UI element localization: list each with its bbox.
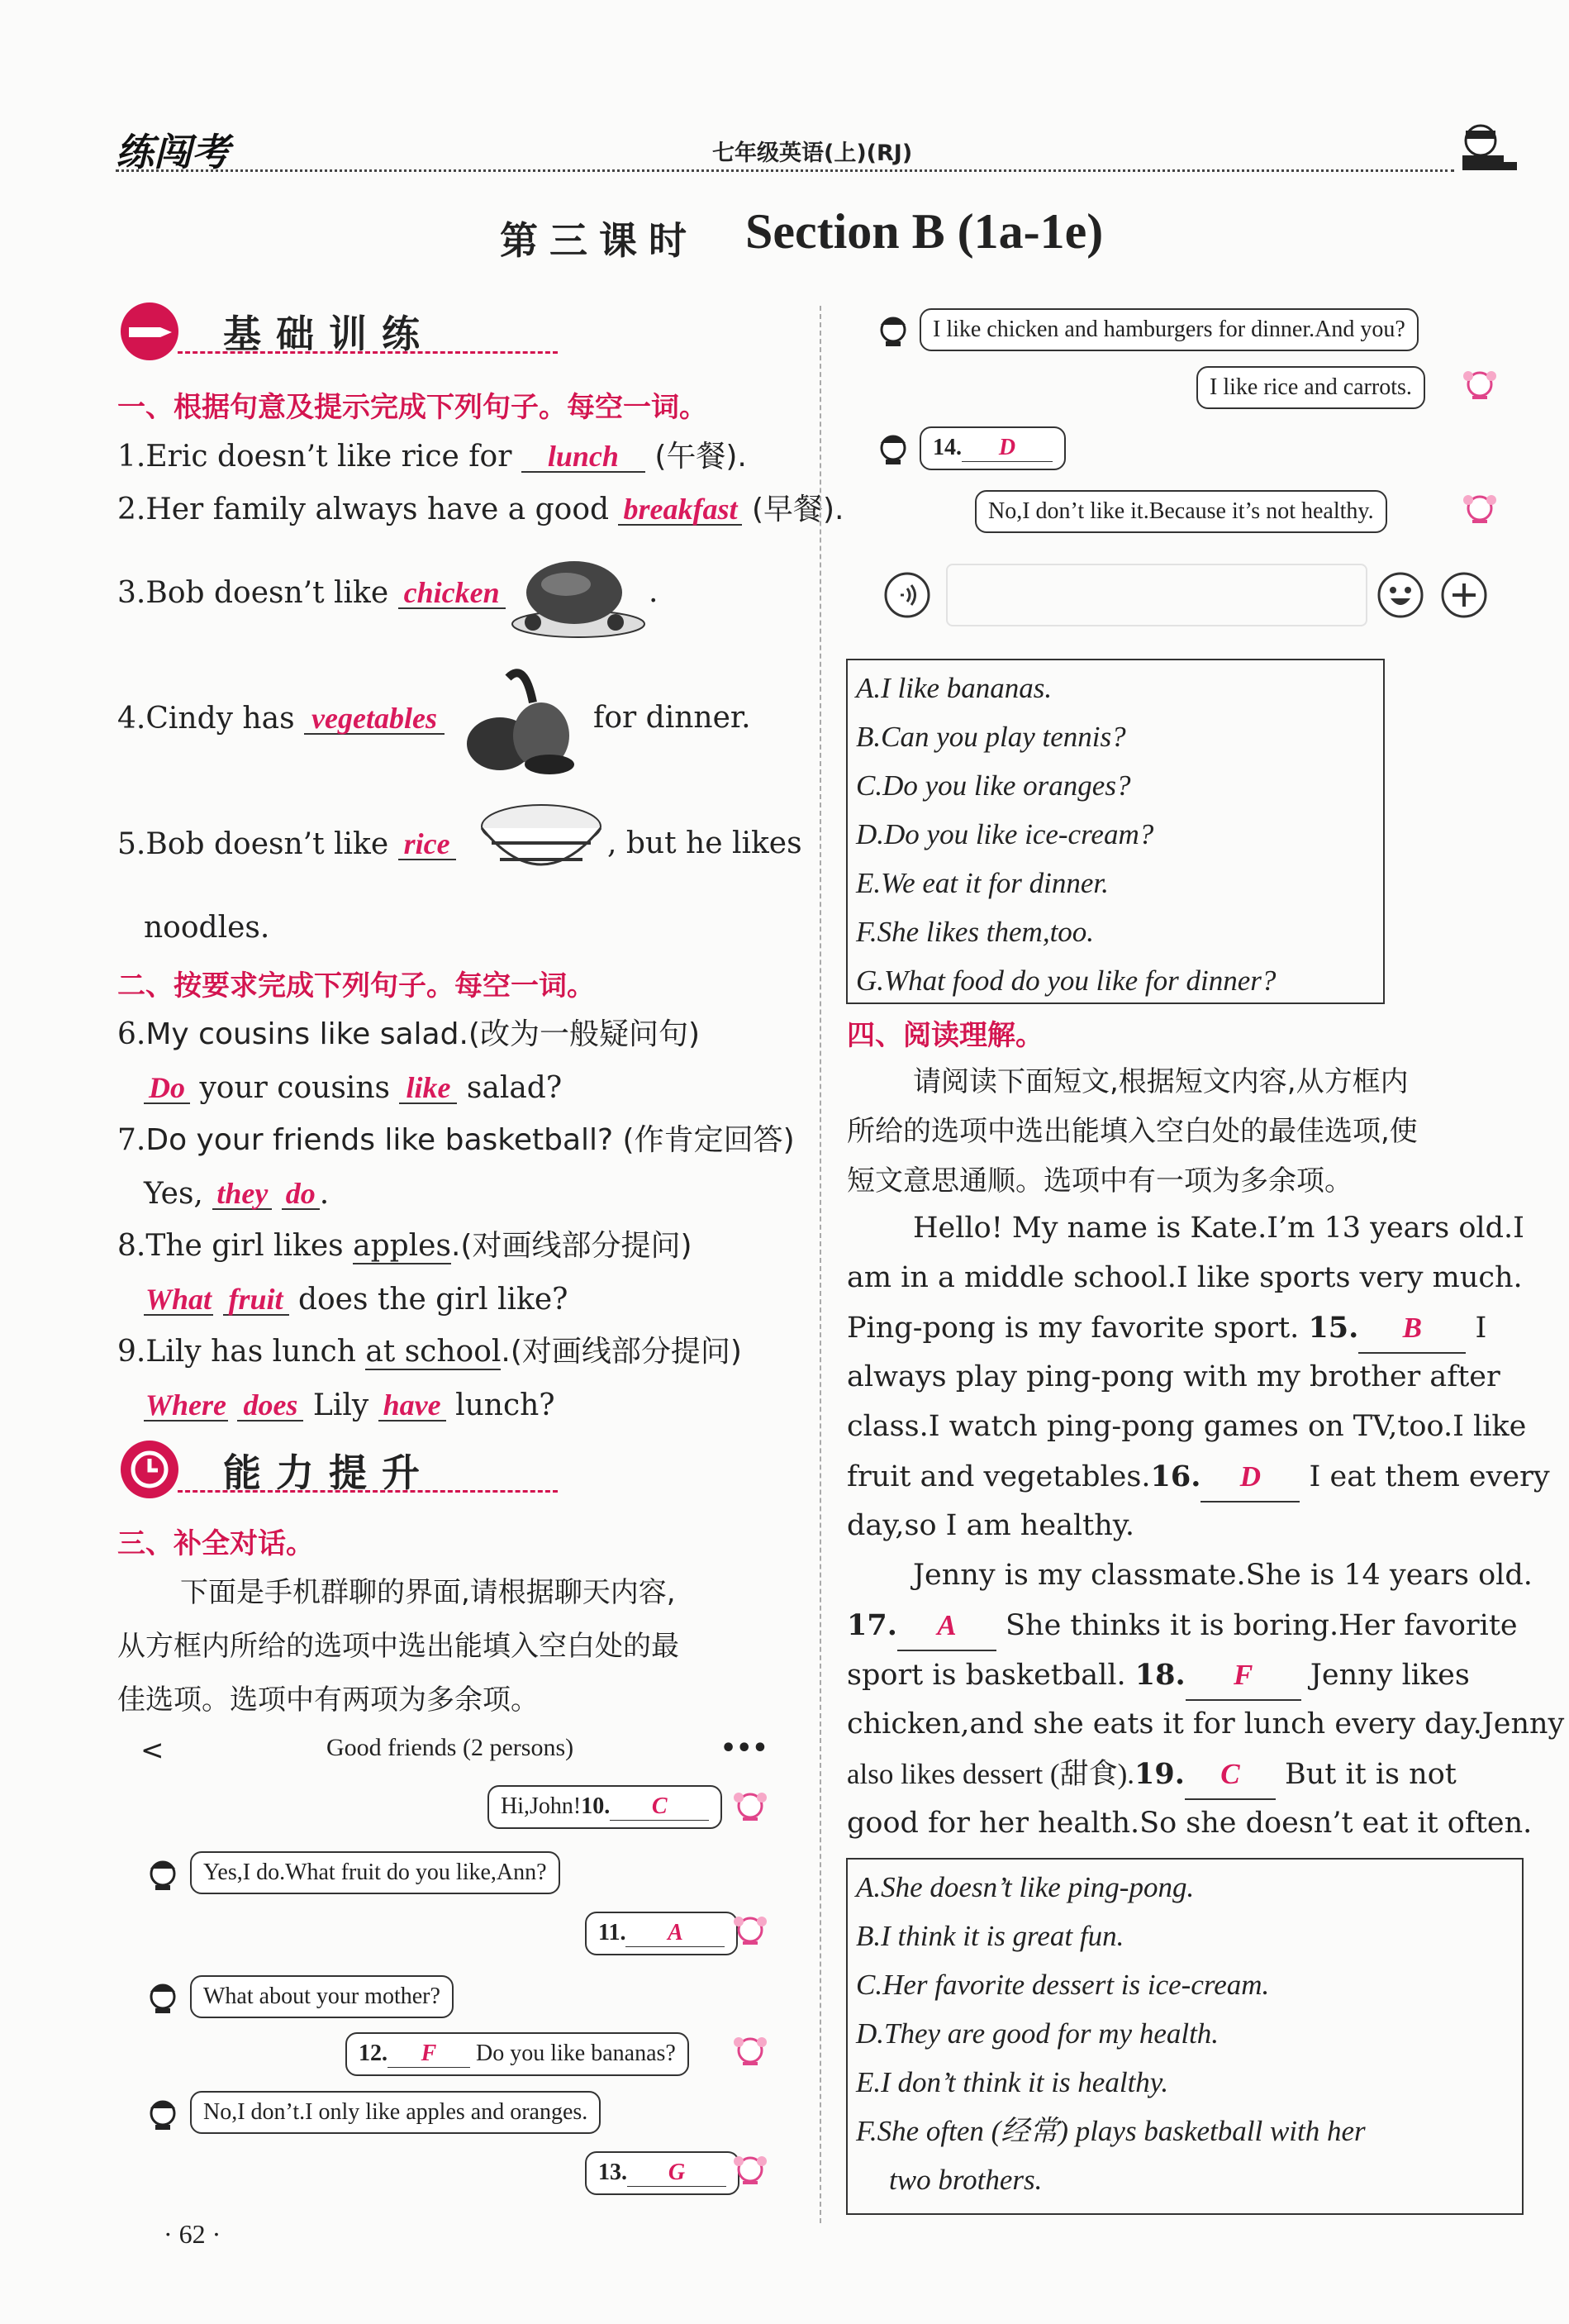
option-2c: C.Her favorite dessert is ice-cream. (856, 1969, 1270, 2001)
reading-line-6: fruit and vegetables.16. D I eat them every (847, 1452, 1550, 1503)
girl-avatar-icon (731, 2151, 769, 2189)
answer-13[interactable]: G (627, 2160, 726, 2187)
answer-1[interactable]: lunch (521, 441, 645, 473)
option-1d: D.Do you like ice-cream? (856, 818, 1154, 850)
option-1b: B.Can you play tennis? (856, 721, 1126, 753)
clock-glyph (129, 1449, 170, 1490)
answer-6b[interactable]: like (399, 1073, 457, 1104)
answer-7a[interactable]: they (212, 1179, 272, 1210)
part4-title: 四、阅读理解。 (847, 1019, 1044, 1052)
boy-avatar-icon (144, 1977, 182, 2015)
reading-line-9: 17. A She thinks it is boring.Her favorite (847, 1601, 1518, 1651)
rice-bowl-image (475, 793, 607, 893)
question-5-end: , but he likes (607, 826, 802, 860)
answer-8b[interactable]: fruit (223, 1284, 289, 1316)
option-1e: E.We eat it for dinner. (856, 867, 1109, 899)
girl-avatar-icon (1461, 366, 1499, 404)
chat-bubble-13: 13. G (585, 2151, 739, 2195)
part3-desc-2: 从方框内所给的选项中选出能填入空白处的最 (117, 1630, 679, 1663)
boy-avatar-icon (874, 428, 912, 466)
answer-5[interactable]: rice (398, 829, 456, 860)
answer-8a[interactable]: What (145, 1283, 212, 1316)
chat-bubble-john-3: No,I don’t.I only like apples and oranges. (190, 2091, 601, 2134)
reading-line-3: Ping-pong is my favorite sport. 15. B I (847, 1303, 1486, 1354)
chat-title: Good friends (2 persons) (326, 1734, 574, 1761)
answer-3[interactable]: chicken (398, 578, 506, 609)
chat-bubble-10: Hi,John!10. C (487, 1785, 722, 1829)
option-2f-cont: two brothers. (889, 2164, 1043, 2196)
girl-avatar-icon (731, 2032, 769, 2070)
part2-instruction: 二、按要求完成下列句子。每空一词。 (117, 969, 595, 1002)
question-7: 7.Do your friends like basketball? (作肯定回答) (117, 1123, 795, 1157)
answer-9b[interactable]: does (237, 1390, 303, 1422)
reading-line-8: Jenny is my classmate.She is 14 years old. (913, 1559, 1533, 1592)
question-9-answer-line: Where does Lily have lunch? (145, 1388, 555, 1422)
part4-desc-1: 请阅读下面短文,根据短文内容,从方框内 (913, 1065, 1409, 1098)
header-rule (116, 169, 1454, 172)
section-basic-underline (178, 351, 558, 354)
answer-2[interactable]: breakfast (618, 494, 742, 526)
part4-desc-3: 短文意思通顺。选项中有一项为多余项。 (847, 1164, 1353, 1198)
option-2b: B.I think it is great fun. (856, 1920, 1124, 1952)
question-5: 5.Bob doesn’t like rice (117, 829, 456, 860)
part3-instruction: 三、补全对话。 (117, 1527, 314, 1560)
question-3: 3.Bob doesn’t like chicken (117, 578, 506, 609)
question-8-answer-line: What fruit does the girl like? (145, 1283, 568, 1317)
girl-avatar-icon (731, 1912, 769, 1950)
answer-15[interactable]: B (1358, 1303, 1466, 1354)
question-6: 6.My cousins like salad.(改为一般疑问句) (117, 1017, 701, 1051)
pencil-glyph (127, 321, 174, 344)
reading-line-4: always play ping-pong with my brother after (847, 1360, 1500, 1393)
plus-icon[interactable] (1439, 570, 1489, 620)
question-2: 2.Her family always have a good breakfast (早餐). (117, 493, 844, 526)
question-9: 9.Lily has lunch at school.(对画线部分提问) (117, 1335, 742, 1369)
answer-11[interactable]: A (625, 1920, 725, 1947)
chat-bubble-john-4: I like chicken and hamburgers for dinner.And you? (920, 308, 1419, 351)
reading-line-10: sport is basketball. 18. F Jenny likes (847, 1650, 1470, 1701)
chat-bubble-john-1: Yes,I do.What fruit do you like,Ann? (190, 1851, 560, 1894)
answer-12[interactable]: F (387, 2041, 470, 2068)
chat-menu-button[interactable]: ••• (720, 1734, 768, 1763)
roast-chicken-image (508, 541, 649, 641)
option-2a: A.She doesn’t like ping-pong. (856, 1871, 1195, 1903)
boy-avatar-icon (144, 2093, 182, 2131)
options-box-2 (846, 1858, 1524, 2215)
boy-avatar-icon (144, 1854, 182, 1892)
question-4-end: for dinner. (593, 701, 751, 735)
question-5-cont: noodles. (144, 911, 270, 945)
reading-line-7: day,so I am healthy. (847, 1509, 1134, 1542)
question-8: 8.The girl likes apples.(对画线部分提问) (117, 1229, 692, 1263)
section-ability-underline (178, 1490, 558, 1493)
option-1f: F.She likes them,too. (856, 916, 1095, 948)
chat-bubble-john-2: What about your mother? (190, 1975, 454, 2018)
voice-icon[interactable] (882, 570, 932, 620)
reading-line-12: also likes dessert (甜食).19. C But it is not (847, 1750, 1457, 1800)
options-box-1 (846, 659, 1385, 1004)
part3-desc-3: 佳选项。选项中有两项为多余项。 (117, 1683, 539, 1717)
book-title: 七年级英语(上)(RJ) (712, 140, 913, 166)
answer-9a[interactable]: Where (145, 1388, 226, 1422)
girl-avatar-icon (731, 1788, 769, 1826)
option-2f: F.She often (经常) plays basketball with her (856, 2115, 1366, 2147)
option-1c: C.Do you like oranges? (856, 769, 1131, 802)
option-2d: D.They are good for my health. (856, 2017, 1220, 2050)
option-2e: E.I don’t think it is healthy. (856, 2066, 1169, 2098)
reading-line-2: am in a middle school.I like sports very much. (847, 1261, 1523, 1294)
answer-10[interactable]: C (610, 1793, 709, 1821)
part3-desc-1: 下面是手机群聊的界面,请根据聊天内容, (180, 1576, 676, 1609)
section-basic-title: 基础训练 (223, 312, 435, 356)
question-7-answer-line: Yes, they do . (144, 1177, 330, 1211)
question-4: 4.Cindy has vegetables (117, 703, 445, 735)
chat-bubble-12: 12. F Do you like bananas? (345, 2032, 689, 2076)
chat-back-button[interactable]: < (140, 1734, 164, 1767)
column-divider (820, 306, 821, 2223)
answer-18[interactable]: F (1186, 1650, 1301, 1701)
answer-7b[interactable]: do (282, 1179, 320, 1210)
chat-bubble-ann-1: I like rice and carrots. (1196, 366, 1425, 409)
answer-6a[interactable]: Do (144, 1073, 190, 1104)
answer-17[interactable]: A (897, 1601, 996, 1651)
reading-line-1: Hello! My name is Kate.I’m 13 years old.I (913, 1212, 1524, 1245)
option-1a: A.I like bananas. (856, 672, 1053, 704)
cartoon-icon (1454, 116, 1520, 174)
question-6-answer-line: Do your cousins like salad? (144, 1073, 562, 1104)
answer-16[interactable]: D (1201, 1452, 1300, 1503)
reading-line-13: good for her health.So she doesn’t eat it often. (847, 1807, 1533, 1840)
chat-bubble-14: 14. D (920, 426, 1066, 470)
chat-bubble-ann-2: No,I don’t like it.Because it’s not healthy. (975, 490, 1387, 533)
part4-desc-2: 所给的选项中选出能填入空白处的最佳选项,使 (847, 1115, 1418, 1148)
chat-input[interactable] (946, 564, 1367, 626)
vegetables-image (450, 653, 582, 777)
logo: 练闯考 (116, 130, 230, 174)
option-1g: G.What food do you like for dinner? (856, 964, 1277, 997)
boy-avatar-icon (874, 310, 912, 348)
reading-line-11: chicken,and she eats it for lunch every day.Jenny (847, 1707, 1565, 1741)
lesson-title-cn: 第三课时 (500, 218, 698, 263)
reading-line-5: class.I watch ping-pong games on TV,too.I like (847, 1410, 1527, 1443)
part1-instruction: 一、根据句意及提示完成下列句子。每空一词。 (117, 391, 707, 424)
question-3-end: . (649, 575, 659, 609)
answer-19[interactable]: C (1185, 1750, 1276, 1800)
answer-9c[interactable]: have (378, 1390, 446, 1422)
page-number: · 62 · (164, 2219, 221, 2249)
lesson-title-en: Section B (1a-1e) (745, 204, 1104, 259)
chat-bubble-11: 11. A (585, 1912, 738, 1955)
emoji-icon[interactable] (1376, 570, 1425, 620)
girl-avatar-icon (1461, 490, 1499, 528)
answer-14[interactable]: D (962, 435, 1053, 462)
section-ability-title: 能力提升 (223, 1450, 435, 1495)
question-1: 1.Eric doesn’t like rice for lunch (午餐). (117, 440, 747, 474)
answer-4[interactable]: vegetables (304, 703, 445, 735)
